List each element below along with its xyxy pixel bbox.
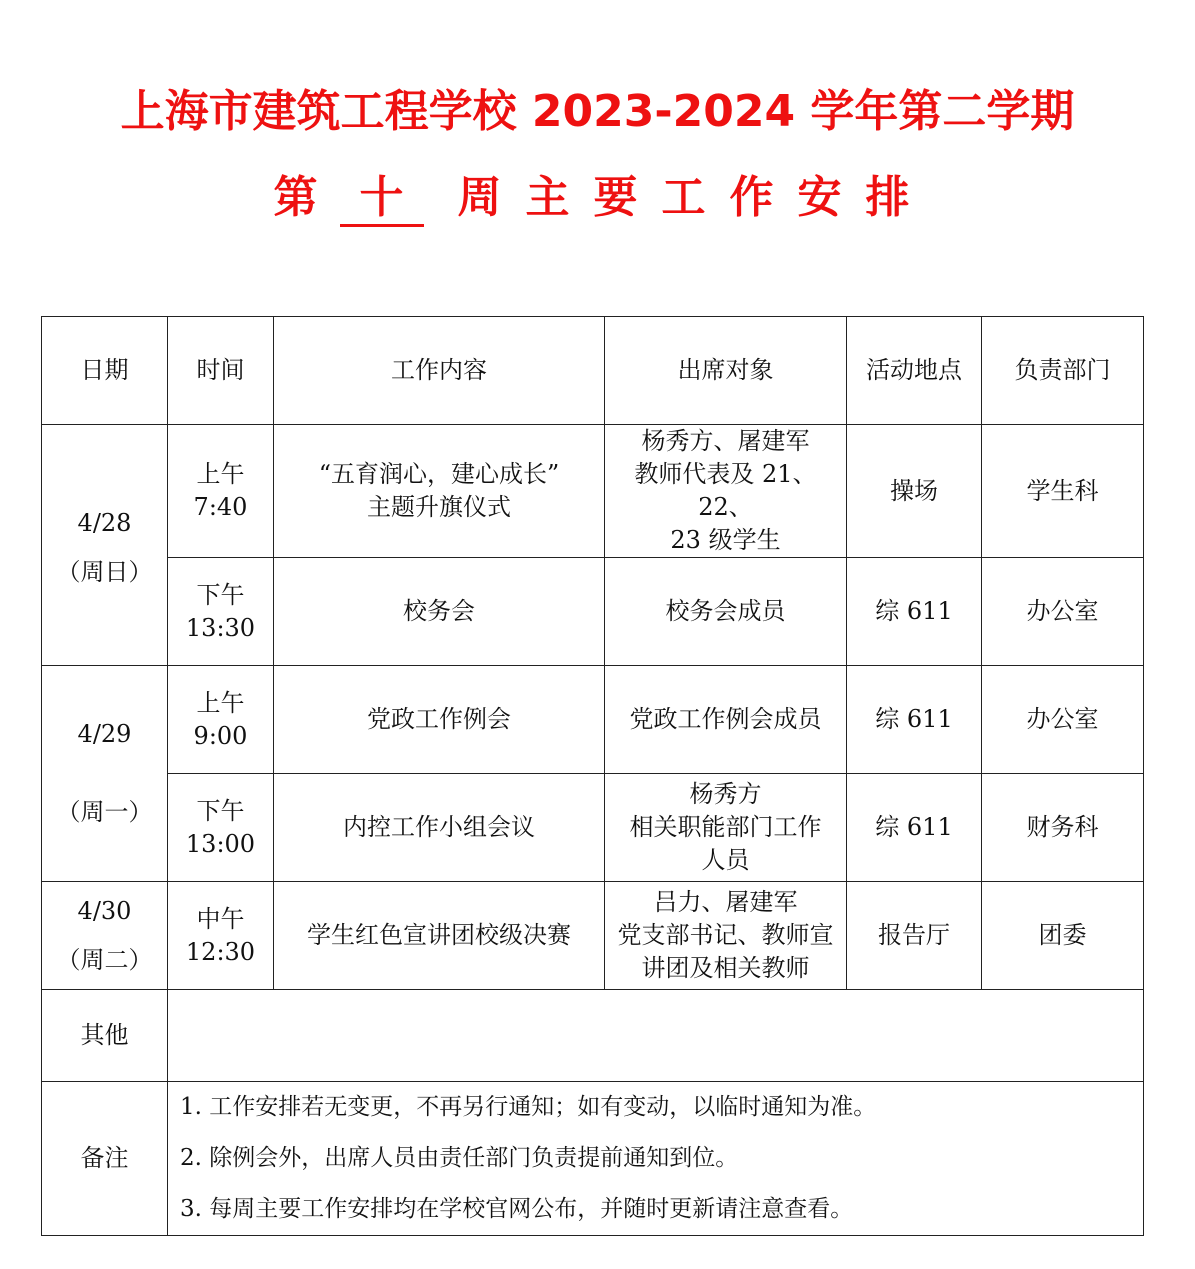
table-row-other bbox=[42, 990, 1144, 1082]
location-cell: 综 611 bbox=[847, 558, 982, 666]
date-cell bbox=[42, 882, 168, 990]
attendees-line: 23 级学生 bbox=[670, 526, 781, 554]
table-row bbox=[42, 666, 1144, 774]
date-value: 4/29 bbox=[77, 720, 132, 748]
attendees-line: 党支部书记、教师宣 bbox=[617, 921, 834, 949]
week-prefix: 第 bbox=[273, 172, 318, 223]
attendees-line: 相关职能部门工作 bbox=[629, 813, 822, 841]
table-row bbox=[42, 774, 1144, 882]
time-cell bbox=[168, 425, 274, 558]
date-cell bbox=[42, 425, 168, 666]
schedule-table bbox=[41, 316, 1144, 1236]
time-value: 13:30 bbox=[185, 613, 256, 642]
column-header-location: 活动地点 bbox=[847, 317, 982, 425]
attendees-cell: 党政工作例会成员 bbox=[605, 666, 847, 774]
time-cell bbox=[168, 558, 274, 666]
column-header-attendees: 出席对象 bbox=[605, 317, 847, 425]
column-header-date: 日期 bbox=[42, 317, 168, 425]
column-header-content: 工作内容 bbox=[274, 317, 605, 425]
department-cell: 办公室 bbox=[982, 666, 1144, 774]
content-cell: 内控工作小组会议 bbox=[274, 774, 605, 882]
weekday-value: （周日） bbox=[56, 558, 153, 586]
attendees-line: 吕力、屠建军 bbox=[653, 888, 798, 916]
note-line: 3. 每周主要工作安排均在学校官网公布，并随时更新请注意查看。 bbox=[180, 1196, 854, 1222]
attendees-cell bbox=[605, 774, 847, 882]
table-row-notes bbox=[42, 1082, 1144, 1236]
column-header-time: 时间 bbox=[168, 317, 274, 425]
location-cell: 综 611 bbox=[847, 774, 982, 882]
notes-cell bbox=[168, 1082, 1144, 1236]
time-cell bbox=[168, 666, 274, 774]
content-line: 主题升旗仪式 bbox=[367, 493, 511, 521]
attendees-cell: 校务会成员 bbox=[605, 558, 847, 666]
content-line: “五育润心，建心成长” bbox=[318, 460, 560, 488]
week-title-char: 安 bbox=[797, 172, 842, 223]
date-value: 4/30 bbox=[77, 896, 132, 925]
weekday-value: （周一） bbox=[56, 798, 153, 826]
time-value: 9:00 bbox=[193, 721, 248, 750]
time-period: 下午 bbox=[196, 580, 245, 609]
department-cell: 办公室 bbox=[982, 558, 1144, 666]
note-line: 2. 除例会外，出席人员由责任部门负责提前通知到位。 bbox=[180, 1145, 739, 1171]
date-cell bbox=[42, 666, 168, 882]
attendees-cell bbox=[605, 882, 847, 990]
attendees-line: 教师代表及 21、22、 bbox=[634, 460, 817, 521]
table-row bbox=[42, 425, 1144, 558]
department-cell: 学生科 bbox=[982, 425, 1144, 558]
department-cell: 团委 bbox=[982, 882, 1144, 990]
week-title-char: 要 bbox=[593, 172, 638, 223]
time-cell bbox=[168, 882, 274, 990]
week-title-char: 工 bbox=[661, 172, 706, 223]
time-period: 上午 bbox=[196, 460, 245, 488]
attendees-line: 人员 bbox=[701, 846, 750, 874]
week-title-char: 作 bbox=[729, 172, 774, 223]
content-cell bbox=[274, 425, 605, 558]
location-cell: 报告厅 bbox=[847, 882, 982, 990]
week-title bbox=[0, 168, 1195, 228]
other-value bbox=[168, 990, 1144, 1082]
content-cell: 党政工作例会 bbox=[274, 666, 605, 774]
week-title-char: 主 bbox=[525, 172, 570, 223]
time-cell bbox=[168, 774, 274, 882]
week-title-char: 排 bbox=[865, 172, 910, 223]
time-period: 上午 bbox=[196, 688, 245, 717]
week-title-char: 周 bbox=[457, 172, 502, 223]
page-title: 上海市建筑工程学校 2023-2024 学年第二学期 bbox=[120, 86, 1075, 137]
date-value: 4/28 bbox=[77, 509, 132, 537]
table-row bbox=[42, 882, 1144, 990]
notes-label: 备注 bbox=[42, 1082, 168, 1236]
time-period: 下午 bbox=[196, 796, 245, 825]
time-value: 12:30 bbox=[185, 937, 256, 966]
table-row bbox=[42, 558, 1144, 666]
note-line: 1. 工作安排若无变更，不再另行通知；如有变动，以临时通知为准。 bbox=[180, 1094, 877, 1120]
location-cell: 综 611 bbox=[847, 666, 982, 774]
time-value: 13:00 bbox=[185, 829, 256, 858]
column-header-department: 负责部门 bbox=[982, 317, 1144, 425]
week-number: 十 bbox=[340, 172, 424, 227]
attendees-line: 杨秀方、屠建军 bbox=[641, 427, 810, 455]
time-period: 中午 bbox=[196, 904, 245, 933]
table-header-row bbox=[42, 317, 1144, 425]
content-cell: 校务会 bbox=[274, 558, 605, 666]
department-cell: 财务科 bbox=[982, 774, 1144, 882]
attendees-cell bbox=[605, 425, 847, 558]
weekday-value: （周二） bbox=[56, 945, 153, 974]
other-label: 其他 bbox=[42, 990, 168, 1082]
time-value: 7:40 bbox=[193, 493, 248, 521]
attendees-line: 杨秀方 bbox=[689, 780, 762, 808]
location-cell: 操场 bbox=[847, 425, 982, 558]
content-cell: 学生红色宣讲团校级决赛 bbox=[274, 882, 605, 990]
attendees-line: 讲团及相关教师 bbox=[641, 954, 810, 982]
